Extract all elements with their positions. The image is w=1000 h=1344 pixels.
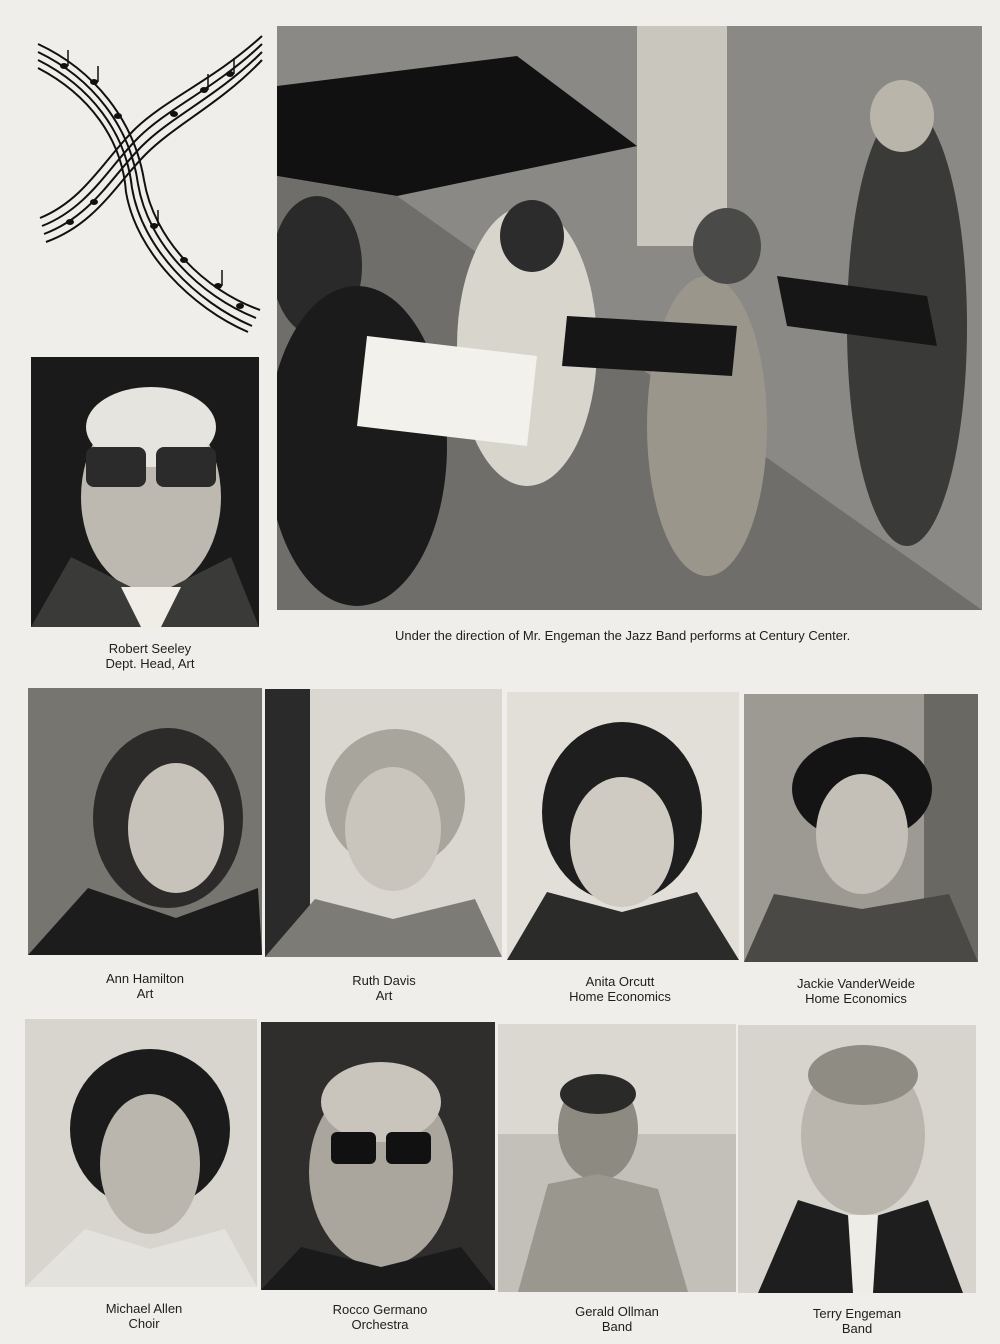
staff-photo-jackie-vanderweide [744,694,978,962]
staff-name: Gerald Ollman [575,1304,659,1319]
staff-department: Band [601,1319,633,1334]
caption-text: Under the direction of Mr. Engeman the Jazz Band performs at Century Center. [395,628,851,643]
staff-photo-terry-engeman [738,1025,976,1293]
staff-name: Ruth Davis [352,973,416,988]
staff-name: Jackie VanderWeide [796,976,916,991]
staff-photo-ruth-davis [265,689,502,957]
staff-caption-rocco-germano [290,1302,470,1332]
staff-name: Rocco Germano [332,1302,428,1317]
staff-photo-michael-allen [25,1019,257,1287]
music-staff-x-illustration [34,30,266,334]
staff-department: Home Economics [805,991,907,1006]
staff-department: Dept. Head, Art [105,656,195,671]
staff-name: Ann Hamilton [105,971,185,986]
staff-caption-gerald-ollman [527,1304,707,1334]
staff-department: Art [136,986,154,1001]
staff-photo-anita-orcutt [507,692,739,960]
jazz-band-caption [395,628,850,643]
staff-photo-robert-seeley [31,357,259,627]
staff-department: Art [375,988,393,1003]
staff-name: Terry Engeman [812,1306,902,1321]
staff-photo-rocco-germano [261,1022,495,1290]
staff-department: Choir [128,1316,160,1331]
staff-caption-jackie-vanderweide [766,976,946,1006]
staff-caption-michael-allen [54,1301,234,1331]
staff-caption-anita-orcutt [530,974,710,1004]
staff-department: Band [841,1321,873,1336]
staff-name: Michael Allen [105,1301,183,1316]
jazz-band-photo [277,26,982,610]
staff-caption-robert-seeley [60,641,240,671]
staff-photo-gerald-ollman [498,1024,736,1292]
staff-department: Home Economics [569,989,671,1004]
staff-photo-ann-hamilton [28,688,262,955]
staff-caption-ruth-davis [294,973,474,1003]
staff-department: Orchestra [351,1317,409,1332]
staff-name: Robert Seeley [108,641,192,656]
staff-name: Anita Orcutt [585,974,655,989]
staff-caption-terry-engeman [767,1306,947,1336]
staff-caption-ann-hamilton [55,971,235,1001]
